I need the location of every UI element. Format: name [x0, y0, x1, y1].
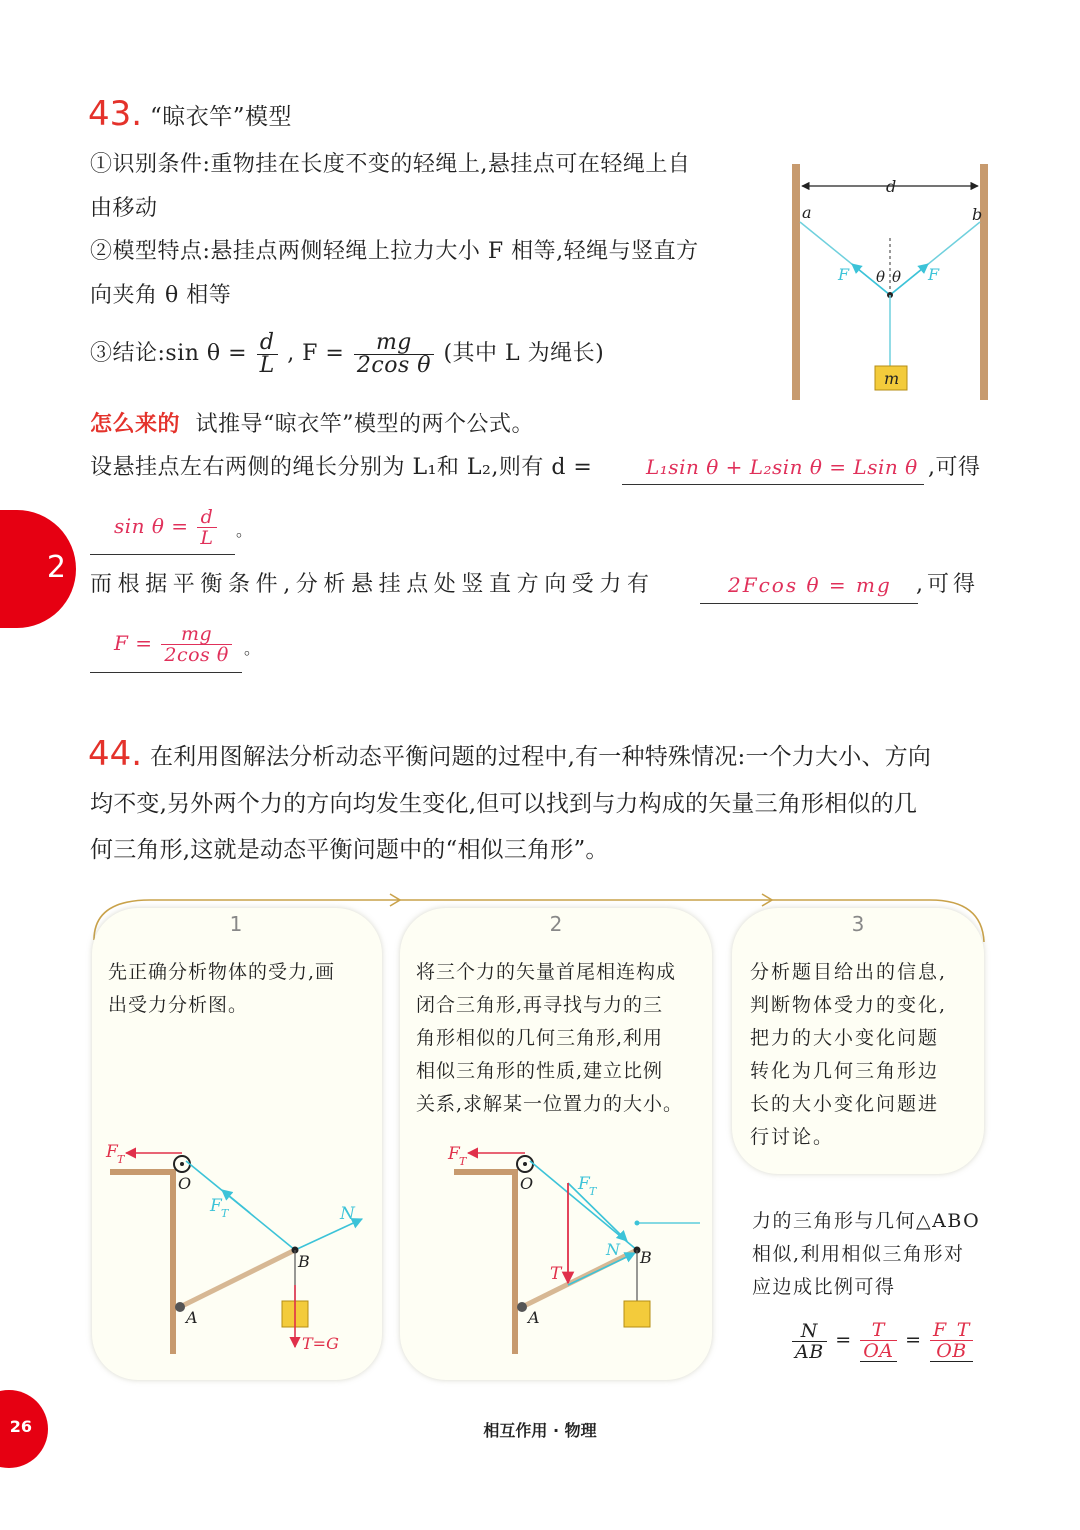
answer-2-prefix: sin θ =: [114, 514, 189, 538]
step-1-line: 出受力分析图。: [108, 994, 249, 1016]
label-FT-sub: T: [589, 1185, 597, 1198]
label-A: A: [528, 1308, 540, 1327]
force-diagram-1: [100, 1135, 380, 1360]
answer-blank-3: [700, 603, 918, 604]
step-3-line: 分析题目给出的信息,: [750, 961, 948, 983]
step-2-text: [416, 956, 683, 1121]
frac-numerator: d: [257, 332, 278, 355]
answer-blank-1: [622, 484, 924, 485]
derivation-line1-prefix: 设悬挂点左右两侧的绳长分别为 L₁和 L₂,则有 d =: [90, 455, 593, 480]
frac-numerator: mg: [161, 624, 231, 645]
frac-numerator: T: [860, 1320, 896, 1341]
clothesline-figure: [780, 160, 1000, 405]
label-B: B: [640, 1248, 652, 1267]
frac-denominator: L: [259, 352, 275, 378]
label-b: b: [972, 205, 983, 224]
equals-sign: =: [835, 1329, 852, 1351]
label-theta-left: θ: [876, 268, 886, 286]
note-line: 应边成比例可得: [752, 1276, 896, 1298]
step-3-line: 转化为几何三角形边: [750, 1060, 940, 1082]
label-T: T: [550, 1264, 562, 1284]
right-pole: [980, 164, 988, 400]
q43-condition-line1: ①识别条件:重物挂在长度不变的轻绳上,悬挂点可在轻绳上自: [90, 152, 691, 177]
step-3-line: 把力的大小变化问题: [750, 1027, 940, 1049]
derivation-line3-prefix: 而根据平衡条件,分析悬挂点处竖直方向受力有: [90, 572, 655, 597]
q44-intro-line3: 何三角形,这就是动态平衡问题中的“相似三角形”。: [90, 837, 609, 863]
q43-conclusion: [90, 326, 604, 382]
label-O: O: [520, 1174, 534, 1193]
how-derived-line: [90, 409, 534, 440]
label-FT: F: [210, 1196, 222, 1216]
answer-blank-2: [90, 554, 235, 555]
note-line: 力的三角形与几何△ABO: [752, 1210, 981, 1232]
answer-3: 2Fcos θ = mg: [728, 573, 892, 597]
step-3-line: 长的大小变化问题进: [750, 1093, 940, 1115]
question-44-number: 44.: [88, 734, 143, 774]
label-theta-right: θ: [892, 268, 902, 286]
q43-feature-line2: 向夹角 θ 相等: [90, 283, 232, 308]
label-FT-top: F: [106, 1142, 118, 1162]
frac-numerator: F_T: [930, 1320, 973, 1341]
left-pole: [792, 164, 800, 400]
ratio-T-over-OA: [860, 1320, 896, 1362]
derivation-line4-suffix: 。: [244, 639, 261, 658]
step-1-number: 1: [229, 912, 243, 936]
label-d: d: [886, 177, 897, 196]
chapter-number: 2: [46, 550, 66, 585]
label-FT-top: F: [448, 1144, 460, 1164]
label-a: a: [802, 203, 812, 222]
page-number: 26: [9, 1417, 32, 1436]
answer-4-prefix: F =: [114, 631, 153, 655]
equals-sign: =: [905, 1329, 922, 1351]
ratio-N-over-AB: [792, 1321, 827, 1362]
derivation-line2-suffix: 。: [236, 521, 253, 540]
hinge-A: [517, 1302, 527, 1312]
fraction-mg-over-2cos: [354, 329, 434, 378]
label-FT-top-sub: T: [459, 1155, 467, 1168]
step-3-text: [750, 956, 947, 1154]
q44-intro-line2: 均不变,另外两个力的方向均发生变化,但可以找到与力构成的矢量三角形相似的几: [90, 791, 918, 817]
answer-2: [114, 498, 219, 554]
frac-denominator: 2cos θ: [164, 644, 229, 666]
label-F-right: F: [928, 265, 940, 284]
frac-numerator: mg: [354, 332, 434, 355]
derivation-line3-suffix: ,可得: [916, 572, 979, 597]
derivation-line1-suffix: ,可得: [928, 455, 981, 480]
how-derived-tag: 怎么来的: [90, 411, 181, 437]
step-1-text: [108, 956, 335, 1022]
how-derived-prompt: 试推导“晾衣竿”模型的两个公式。: [195, 412, 535, 437]
answer-2-fraction: [197, 507, 216, 548]
label-F-left: F: [838, 265, 850, 284]
frac-denominator: L: [200, 527, 214, 549]
q43-feature-line1: ②模型特点:悬挂点两侧轻绳上拉力大小 F 相等,轻绳与竖直方: [90, 239, 699, 264]
frac-denominator: OB: [930, 1341, 973, 1362]
wall-post: [170, 1169, 176, 1354]
note-line: 相似,利用相似三角形对: [752, 1243, 965, 1265]
label-FT: F: [578, 1174, 590, 1194]
frac-denominator: 2cos θ: [356, 352, 431, 378]
step-3-line: 判断物体受力的变化,: [750, 994, 948, 1016]
weight-block: [624, 1301, 650, 1327]
label-B: B: [298, 1252, 310, 1271]
step-2-line: 将三个力的矢量首尾相连构成: [416, 961, 677, 983]
step-2-line: 角形相似的几何三角形,利用: [416, 1027, 664, 1049]
triangle-N-arrow: [568, 1253, 635, 1285]
step-2-line: 相似三角形的性质,建立比例: [416, 1060, 664, 1082]
label-N: N: [340, 1204, 355, 1224]
force-diagram-2: [440, 1135, 700, 1360]
frac-numerator: N: [792, 1321, 827, 1342]
answer-4: [114, 615, 234, 671]
label-FT-top-sub: T: [117, 1153, 125, 1166]
step-2-number: 2: [549, 912, 563, 936]
label-A: A: [186, 1308, 198, 1327]
rod-AB: [180, 1250, 295, 1307]
answer-4-fraction: [161, 624, 231, 665]
conclusion-mid: , F =: [287, 341, 345, 366]
conclusion-prefix: ③结论:sin θ =: [90, 341, 248, 366]
step-1-line: 先正确分析物体的受力,画: [108, 961, 336, 983]
step-2-line: 闭合三角形,再寻找与力的三: [416, 994, 664, 1016]
question-43-number: 43.: [88, 94, 143, 134]
q44-intro-line1: 在利用图解法分析动态平衡问题的过程中,有一种特殊情况:一个力大小、方向: [150, 744, 932, 770]
wall-post: [512, 1169, 518, 1354]
frac-denominator: AB: [795, 1340, 824, 1363]
triangle-FT-arrow: [568, 1183, 627, 1241]
wall-bracket-top: [454, 1169, 518, 1175]
label-N: N: [606, 1240, 620, 1259]
step-2-line: 关系,求解某一位置力的大小。: [416, 1093, 684, 1115]
answer-blank-4: [90, 672, 242, 673]
fraction-d-over-L: [257, 329, 278, 378]
similar-triangle-note: [752, 1205, 980, 1304]
hinge-A: [175, 1302, 185, 1312]
label-m: m: [884, 369, 900, 388]
label-TG: T=G: [302, 1334, 339, 1353]
frac-denominator: OA: [860, 1341, 896, 1362]
conclusion-suffix: (其中 L 为绳长): [443, 341, 605, 366]
q43-condition-line2: 由移动: [90, 196, 158, 221]
question-43-title: “晾衣竿”模型: [150, 104, 293, 130]
wall-bracket-top: [110, 1169, 176, 1175]
label-FT-sub: T: [221, 1207, 229, 1220]
ratio-equation: [790, 1312, 975, 1368]
page-footer: 相互作用 · 物理: [483, 1421, 597, 1440]
ratio-FT-over-OB: [930, 1320, 973, 1362]
step-3-number: 3: [851, 912, 865, 936]
label-O: O: [178, 1174, 192, 1193]
frac-numerator: d: [197, 507, 216, 528]
chapter-side-tab: [0, 510, 76, 628]
step-3-line: 行讨论。: [750, 1126, 835, 1148]
answer-1: L₁sin θ + L₂sin θ = Lsin θ: [646, 455, 918, 479]
